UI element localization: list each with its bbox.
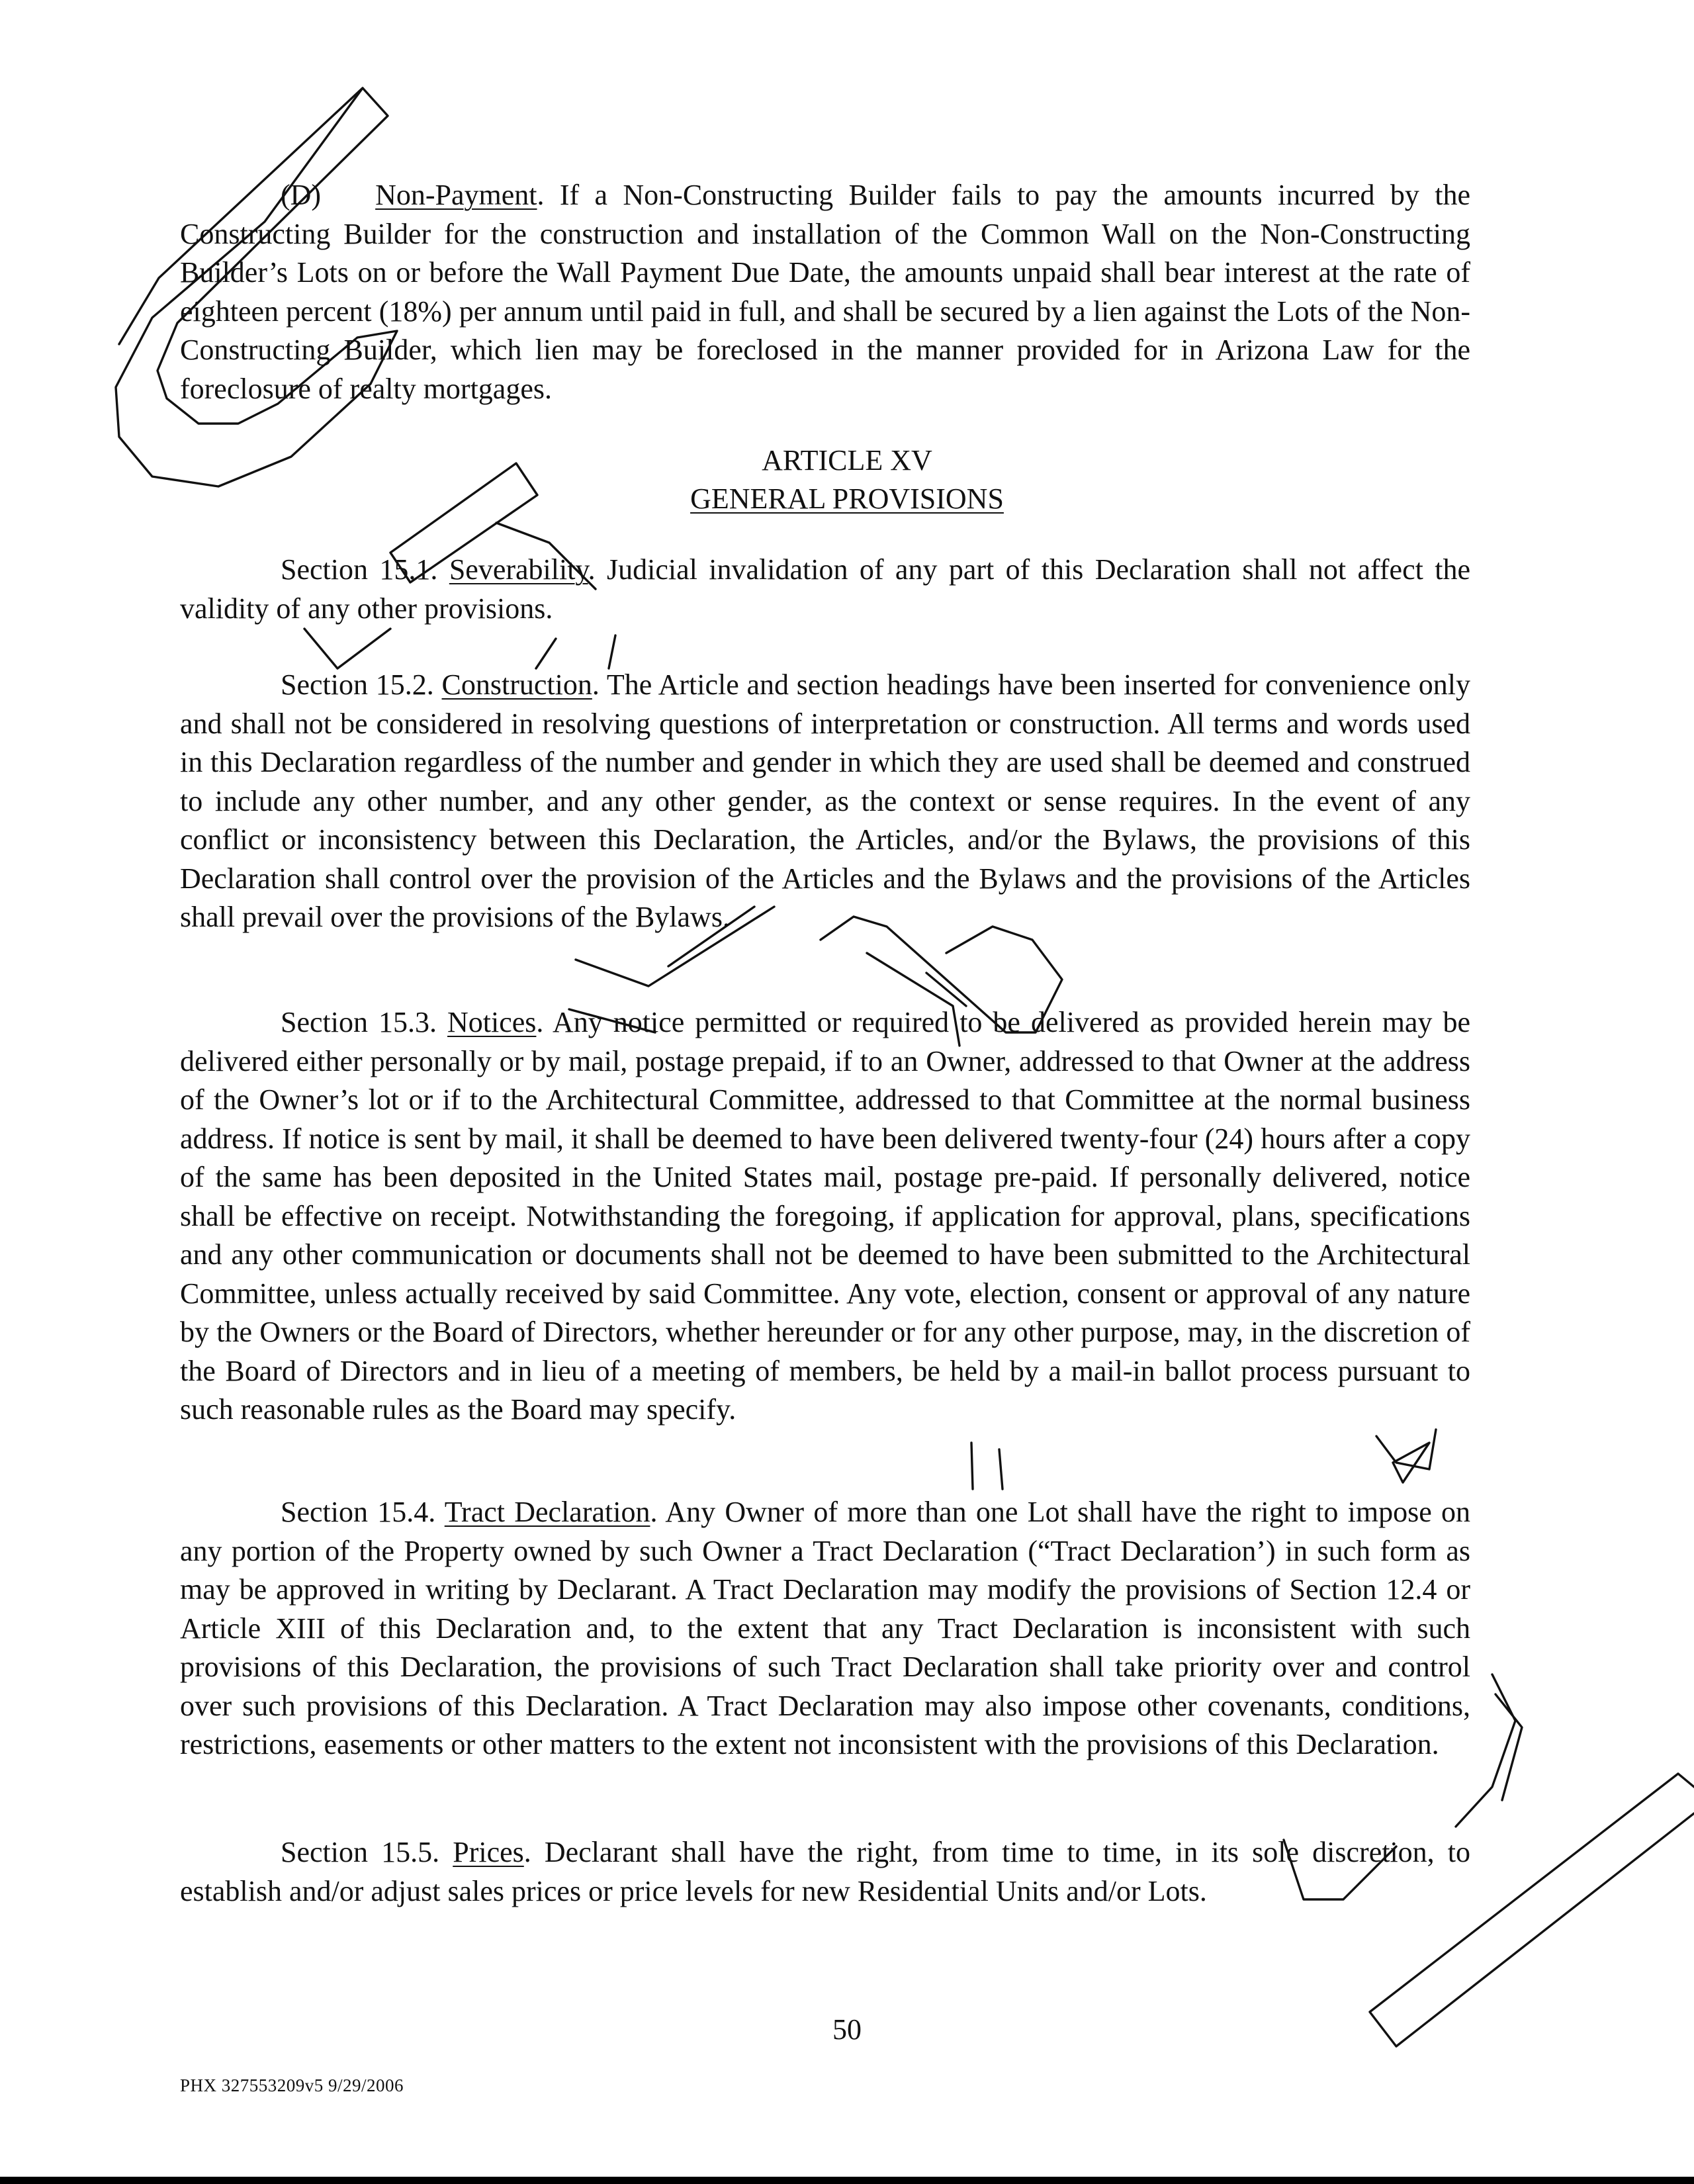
paragraph-section-15-4 [180, 1493, 1470, 1764]
section-text: . If a Non-Constructing Builder fails to pay the amounts incurred by the Constructing Builder for the construction and installation of the Common Wall on the Non-Constructing Builder’s Lots on or before the Wall Payment Due Date, the amounts unpaid shall bear interest at the rate of eighteen percent (18%) per annum until paid in full, and shall be secured by a lien against the Lots of the Non-Constructing Builder, which lien may be foreclosed in the manner provided for in Arizona Law for the foreclosure of realty mortgages. [180, 179, 1470, 405]
section-text: . Any notice permitted or required to be delivered as provided herein may be delivered either personally or by mail, postage prepaid, if to an Owner, addressed to that Owner at the address of the Owner’s lot or if to the Architectural Committee, addressed to that Committee at the normal business address. If notice is sent by mail, it shall be deemed to have been delivered twenty-four (24) hours after a copy of the same has been deposited in the United States mail, postage pre-paid. If personally delivered, notice shall be effective on receipt. Notwithstanding the foregoing, if application for approval, plans, specifications and any other communication or documents shall not be deemed to have been submitted to the Architectural Committee, unless actually received by said Committee. Any vote, election, consent or approval of any nature by the Owners or the Board of Directors, whether hereunder or for any other purpose, may, in the discretion of the Board of Directors and in lieu of a meeting of members, be held by a mail-in ballot process pursuant to such reasonable rules as the Board may specify. [180, 1006, 1470, 1426]
paragraph-non-payment [180, 176, 1470, 408]
void-mark-notices-end [971, 1430, 1436, 1489]
page-number: 50 [832, 2013, 862, 2046]
article-title-text: GENERAL PROVISIONS [690, 482, 1004, 515]
section-text: . Declarant shall have the right, from time to time, in its sole discretion, to establish and/or adjust sales prices or price levels for new Residential Units and/or Lots. [180, 1836, 1471, 1907]
paragraph-section-15-1 [180, 551, 1470, 628]
void-mark-severability [304, 629, 615, 668]
scan-border-bottom [0, 2177, 1694, 2184]
section-text: . Any Owner of more than one Lot shall have the right to impose on any portion of the Property owned by such Owner a Tract Declaration (“Tract Declaration’) in such form as may be approved in writing by Declarant. A Tract Declaration may modify the provisions of Section 12.4 or Article XIII of this Declaration and, to the extent that any Tract Declaration is inconsistent with such provisions of this Declaration, the provisions of such Tract Declaration shall take priority over and control over such provisions of this Declaration. A Tract Declaration may also impose other covenants, conditions, restrictions, easements or other matters to the extent not inconsistent with the provisions of this Declaration. [180, 1496, 1470, 1760]
paragraph-section-15-2 [180, 666, 1470, 937]
article-number: ARTICLE XV [762, 444, 932, 477]
paragraph-section-15-5 [180, 1833, 1470, 1911]
section-heading: Notices [447, 1006, 537, 1038]
section-heading: Non-Payment [375, 179, 537, 211]
section-label: Section 15.5. [281, 1836, 440, 1868]
section-label: Section 15.1. [281, 553, 438, 586]
section-heading: Prices [453, 1836, 524, 1868]
section-text: . Judicial invalidation of any part of this Declaration shall not affect the validity of any other provisions. [180, 553, 1470, 625]
section-label: (D) [281, 179, 322, 211]
section-label: Section 15.3. [281, 1006, 437, 1038]
section-text: . The Article and section headings have been inserted for convenience only and shall not be considered in resolving questions of interpretation or construction. All terms and words used in this Declaration regardless of the number and gender in which they are used shall be deemed and construed to include any other number, and any other gender, as the context or sense requires. In the event of any conflict or inconsistency between this Declaration, the Articles, and/or the Bylaws, the provisions of this Declaration shall control over the provision of the Articles and the Bylaws and the provisions of the Articles shall prevail over the provisions of the Bylaws. [180, 668, 1471, 933]
section-heading: Severability [449, 553, 588, 586]
section-label: Section 15.2. [281, 668, 434, 701]
section-heading: Tract Declaration [444, 1496, 650, 1528]
document-id: PHX 327553209v5 9/29/2006 [180, 2075, 404, 2095]
section-heading: Construction [441, 668, 592, 701]
section-label: Section 15.4. [281, 1496, 436, 1528]
article-title [180, 480, 1514, 519]
paragraph-section-15-3 [180, 1003, 1470, 1430]
